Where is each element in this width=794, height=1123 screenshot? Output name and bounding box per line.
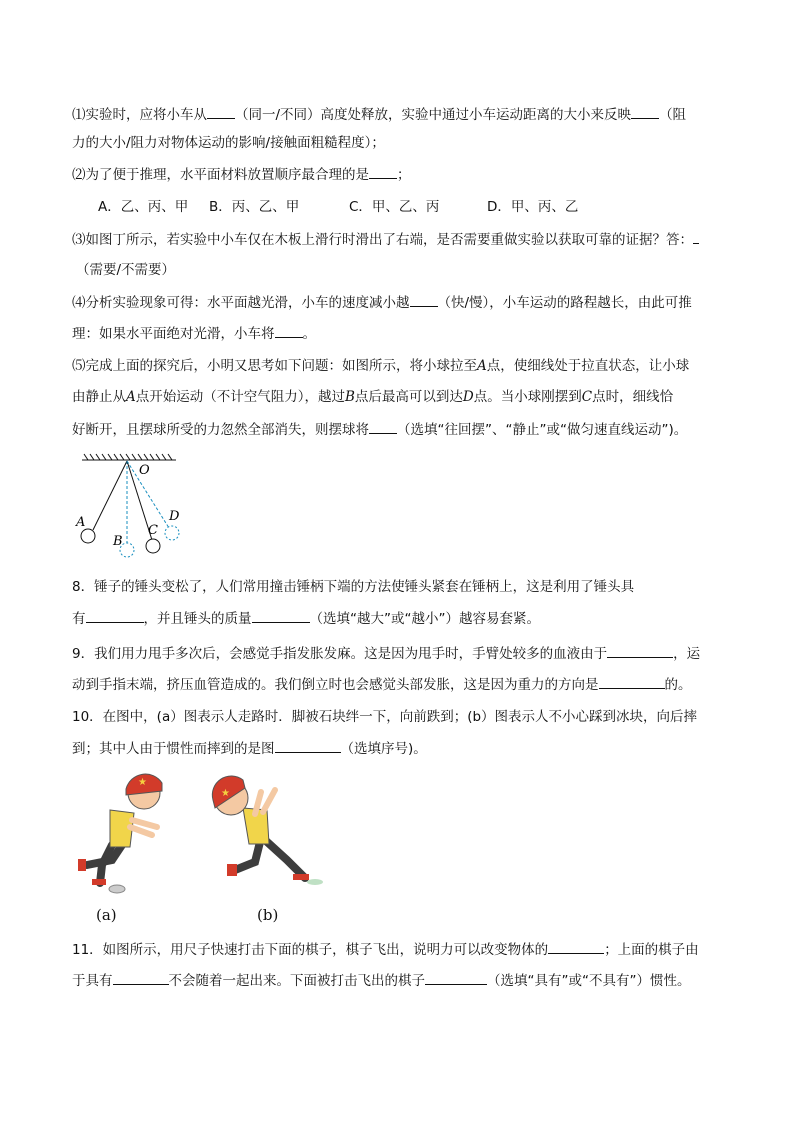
text: （选填“往回摆”、“静止”或“做匀速直线运动”)。 <box>397 422 688 438</box>
q7-part2 <box>72 164 411 185</box>
text: 动到手指末端，挤压血管造成的。我们倒立时也会感觉头部发胀，这是因为重力的方向是 <box>72 677 599 693</box>
option-b: B．丙、乙、甲 <box>209 199 300 215</box>
q7-part4-line1 <box>72 292 692 313</box>
answer-blank[interactable] <box>599 674 665 689</box>
text: 由静止从 <box>72 389 126 405</box>
ball-a <box>81 529 95 543</box>
answer-blank[interactable] <box>369 164 397 179</box>
q10-line1: 10．在图中，(a）图表示人走路时．脚被石块绊一下，向前跌到；(b）图表示人不小心踩到冰块，向后摔 <box>72 709 698 725</box>
figure-a-tripping-forward <box>72 765 182 895</box>
text: （选填序号)。 <box>340 741 427 757</box>
pendulum-figure <box>70 450 190 560</box>
answer-blank[interactable] <box>425 970 487 985</box>
answer-blank[interactable] <box>252 608 310 623</box>
answer-blank[interactable] <box>207 104 235 119</box>
q7-part5-line3 <box>72 419 687 440</box>
text: 点，使细线处于拉直状态，让小球 <box>486 358 690 374</box>
q7-part3-line1 <box>72 229 699 250</box>
variable: A <box>126 389 136 405</box>
option-c: C．甲、乙、丙 <box>349 199 440 215</box>
star-icon: ★ <box>138 777 147 788</box>
text: ，并且锤头的质量 <box>143 611 252 627</box>
text: ；上面的棋子由 <box>604 942 699 958</box>
answer-blank[interactable] <box>113 970 169 985</box>
arm <box>130 827 152 835</box>
q7-part5-line2 <box>72 387 673 407</box>
text: （选填“越大”或“越小”）越容易套紧。 <box>309 611 540 627</box>
answer-blank[interactable] <box>86 608 144 623</box>
q7-part5-line1 <box>72 356 689 376</box>
q7-part1-line2: 力的大小/阻力对物体运动的影响/接触面粗糙程度）； <box>72 135 385 151</box>
text: ⑴实验时，应将小车从 <box>72 107 207 123</box>
text: 好断开，且摆球所受的力忽然全部消失，则摆球将 <box>72 422 369 438</box>
text: 于具有 <box>72 973 113 989</box>
q11-line2 <box>72 970 690 991</box>
text: 到；其中人由于惯性而摔到的是图 <box>72 741 275 757</box>
text: ⑵为了便于推理，水平面材料放置顺序最合理的是 <box>72 167 369 183</box>
text: 有 <box>72 611 86 627</box>
ball-d <box>165 526 179 540</box>
label-b: B <box>113 534 123 549</box>
stone-icon <box>109 885 125 893</box>
text: ⑸完成上面的探究后，小明又思考如下问题：如图所示，将小球拉至 <box>72 358 477 374</box>
string-a <box>93 461 127 530</box>
skate-icon <box>293 874 309 880</box>
q7-part1-line1 <box>72 104 686 125</box>
text: （选填“具有”或“不具有”）惯性。 <box>487 973 691 989</box>
figure-b-slipping-backward <box>205 770 325 890</box>
variable: D <box>462 389 474 405</box>
text: ⑶如图丁所示，若实验中小车仅在木板上滑行时滑出了右端，是否需要重做实验以获取可靠的证据？答： <box>72 232 693 248</box>
option-d: D．甲、丙、乙 <box>487 199 579 215</box>
skate-icon <box>227 864 237 876</box>
answer-blank[interactable] <box>275 738 341 753</box>
text: 点。当小球刚摆到 <box>473 389 582 405</box>
text: 11．如图所示，用尺子快速打击下面的棋子，棋子飞出，说明力可以改变物体的 <box>72 942 549 958</box>
text: 不会随着一起出来。下面被打击飞出的棋子 <box>168 973 425 989</box>
text: 的。 <box>664 677 692 693</box>
ceiling-hatch <box>82 454 176 460</box>
answer-blank[interactable] <box>369 419 397 434</box>
caption-a: (a) <box>96 906 117 924</box>
q9-line1 <box>72 643 700 664</box>
leg-back <box>235 842 260 870</box>
text: （同一/不同）高度处释放，实验中通过小车运动距离的大小来反映 <box>235 107 632 123</box>
option-a: A．乙、丙、甲 <box>98 199 189 215</box>
q8-line1: 8．锤子的锤头变松了，人们常用撞击锤柄下端的方法使锤头紧套在锤柄上，这是利用了锤头具 <box>72 579 635 595</box>
q10-line2 <box>72 738 427 759</box>
label-a: A <box>76 515 86 530</box>
text: 点时，细线恰 <box>592 389 674 405</box>
q9-line2 <box>72 674 692 695</box>
star-icon: ★ <box>221 788 230 799</box>
text: 理：如果水平面绝对光滑，小车将 <box>72 326 275 342</box>
text: 。 <box>302 326 316 342</box>
q7-part3-line2: （需要/不需要） <box>76 262 176 278</box>
ball-c <box>146 539 160 553</box>
leg-front <box>265 840 305 878</box>
text: （快/慢），小车运动的路程越长，由此可推 <box>437 295 692 311</box>
answer-blank[interactable] <box>693 229 699 244</box>
answer-blank[interactable] <box>275 323 303 338</box>
label-o: O <box>139 463 150 478</box>
label-d: D <box>169 509 180 524</box>
ice-icon <box>307 879 323 885</box>
text: （阻 <box>659 107 687 123</box>
caption-b: (b) <box>257 906 279 924</box>
answer-blank[interactable] <box>410 292 438 307</box>
text: ； <box>397 167 411 183</box>
text: 点后最高可以到达 <box>354 389 463 405</box>
skate-icon <box>78 859 86 871</box>
variable: A <box>477 358 487 374</box>
text: 点开始运动（不计空气阻力），越过 <box>135 389 345 405</box>
answer-blank[interactable] <box>607 643 673 658</box>
q8-line2 <box>72 608 540 629</box>
q7-part4-line2 <box>72 323 316 344</box>
answer-blank[interactable] <box>631 104 659 119</box>
label-c: C <box>148 523 158 538</box>
arm <box>263 790 275 812</box>
text: ，运 <box>673 646 701 662</box>
text: ⑷分析实验现象可得：水平面越光滑，小车的速度减小越 <box>72 295 410 311</box>
variable: C <box>581 389 593 405</box>
answer-blank[interactable] <box>548 939 604 954</box>
q11-line1 <box>72 939 699 960</box>
variable: B <box>345 389 355 405</box>
text: 9．我们用力甩手多次后，会感觉手指发胀发麻。这是因为甩手时，手臂处较多的血液由于 <box>72 646 608 662</box>
skate-icon <box>92 879 106 885</box>
